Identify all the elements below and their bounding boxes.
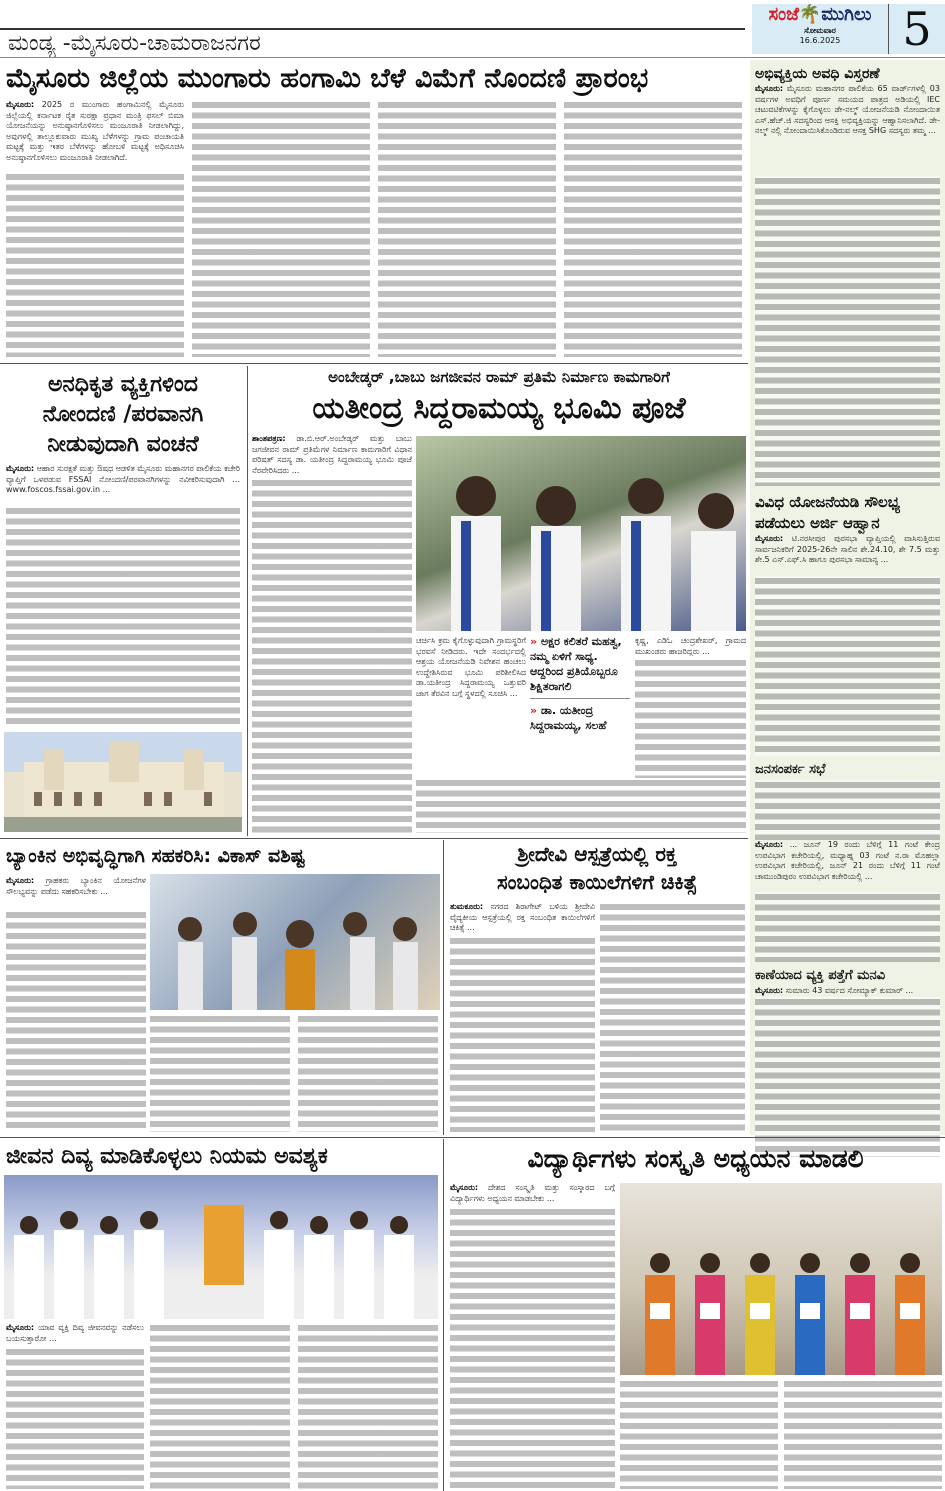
group-photo bbox=[4, 1175, 438, 1319]
hospital-story bbox=[446, 840, 748, 1135]
hospital-headline bbox=[446, 840, 748, 896]
divider bbox=[530, 698, 630, 699]
palace-illustration bbox=[4, 732, 242, 832]
dateline: ಮೈಸೂರು: bbox=[755, 840, 784, 849]
article-text bbox=[252, 478, 412, 833]
bank-story bbox=[0, 840, 442, 1135]
dateline: ಮೈಸೂರು: bbox=[755, 986, 784, 995]
story-headline: ಯತೀಂದ್ರ ಸಿದ್ದರಾಮಯ್ಯ ಭೂಮಿ ಪೂಜೆ bbox=[312, 391, 686, 426]
article-text bbox=[755, 176, 940, 486]
story-kicker: ಅಂಬೇಡ್ಕರ್ ,ಬಾಬು ಜಗಜೀವನ ರಾಮ್ ಪ್ರತಿಮೆ ನಿರ್ಮಾಣ ಕಾಮಗಾರಿಗೆ bbox=[328, 368, 670, 386]
section-label: ಮಂಡ್ಯ -ಮೈಸೂರು-ಚಾಮರಾಜನಗರ bbox=[8, 31, 261, 56]
bank-event-photo bbox=[150, 874, 440, 1010]
dateline: ಶಾಂತಪತ್ರಣ: bbox=[252, 434, 286, 443]
lead-text: ಟಿ.ನರಸೀಪುರ ಪುರಸಭಾ ವ್ಯಾಪ್ತಿಯಲ್ಲಿ ವಾಸಿಸುತ್ತಿರುವ ಸಾರ್ವಜನಿಕರಿಗೆ 2025-26ನೇ ಸಾಲಿನ ಶೇ.24.10, ಶೇ 7.5 ಮತ್ತು ಶೇ.5 ಎಸ್.ಎಫ್.ಸಿ ಹಾಗೂ ಪುರಸಭಾ ಸಾಮಾನ್ಯ ... bbox=[755, 534, 940, 564]
fraud-lead bbox=[6, 464, 240, 506]
lead-text: ಆಹಾರ ಸುರಕ್ಷತೆ ಮತ್ತು ಔಷಧ ಆಡಳಿತ ಮೈಸೂರು ಮಹಾನಗರ ಪಾಲಿಕೆಯ ಕಚೇರಿ ವ್ಯಾಪ್ತಿಗೆ ಒಳಪಡುವ FSSAI ನೋಂದಣಿ/ಪರವಾನಗಿಗಳನ್ನು ನವೀಕರಿಸುವುದಾಗಿ ... www.foscos.fssai.gov.in ... bbox=[6, 464, 240, 494]
article-text bbox=[600, 902, 745, 1132]
bank-headline: ಬ್ಯಾಂಕಿನ ಅಭಿವೃದ್ಧಿಗಾಗಿ ಸಹಕರಿಸಿ: ವಿಕಾಸ್ ವಶಿಷ್ಟ bbox=[6, 845, 305, 867]
dateline: ಮೈಸೂರು: bbox=[450, 1183, 479, 1192]
story-column-3: ಕೃಷ್ಣ, ಎಡಿಓ ಚಂದ್ರಶೇಖರ್, ಗ್ರಾಮದ ಮುಖಂಡರು ಹಾಜರಿದ್ದರು ... bbox=[635, 636, 746, 656]
top-story-headline: ಮೈಸೂರು ಜಿಲ್ಲೆಯ ಮುಂಗಾರು ಹಂಗಾಮಿ ಬೆಳೆ ವಿಮೆಗೆ ನೊಂದಣಿ ಪ್ರಾರಂಭ bbox=[6, 63, 649, 94]
day-label: ಸೋಮವಾರ bbox=[804, 26, 836, 35]
story-column-2: ಚರ್ಚಿಸಿ ಕ್ರಮ ಕೈಗೊಳ್ಳುವುದಾಗಿ ಗ್ರಾಮಸ್ಥರಿಗೆ ಭರವಸೆ ನೀಡಿದರು. ಇದೇ ಸಂದರ್ಭದಲ್ಲಿ ಆಶ್ರಯ ಯೋಜನೆಯಡಿ ನಿವೇಶನ ಹಂಚಲು ಉದ್ದೇಶಿಸಿರುವ ಭೂಮಿ ಪರಿಶೀಲಿಸಿದ ಡಾ.ಯತೀಂದ್ರ ಸಿದ್ದರಾಮಯ್ಯ ಒತ್ತುವರಿ ಜಾಗ ತೆರವಿನ ಬಗ್ಗೆ ಸ್ಥಳದಲ್ಲಿ ಸೂಚಿಸಿ ... bbox=[416, 636, 526, 698]
divider bbox=[0, 363, 748, 364]
quote-text: ಡಾ. ಯತೀಂದ್ರ ಸಿದ್ದರಾಮಯ್ಯ, ಸಲಹೆ bbox=[530, 704, 607, 732]
sidebar-headline: ವಿವಿಧ ಯೋಜನೆಯಡಿ ಸೌಲಭ್ಯ ಪಡೆಯಲು ಅರ್ಜಿ ಆಹ್ವಾನ bbox=[755, 493, 901, 532]
lead-text: ದೇಶದ ಸಂಸ್ಕೃತಿ ಮತ್ತು ಸಂಸ್ಕಾರದ ಬಗ್ಗೆ ವಿದ್ಯಾರ್ಥಿಗಳು ಅಧ್ಯಯನ ಮಾಡಬೇಕು ... bbox=[450, 1183, 615, 1203]
article-text bbox=[784, 1379, 942, 1489]
headline-line: ಶ್ರೀದೇವಿ ಆಸ್ಪತ್ರೆಯಲ್ಲಿ ರಕ್ತ bbox=[517, 842, 677, 866]
fraud-headline bbox=[0, 366, 246, 460]
divider bbox=[247, 366, 248, 836]
sidebar-headline: ಕಾಣೆಯಾದ ವ್ಯಕ್ತಿ ಪತ್ತೆಗೆ ಮನವಿ bbox=[755, 968, 886, 983]
divine-life-lead bbox=[6, 1323, 144, 1345]
lead-text: ಸುಮಾರು 43 ವರ್ಷದ ಸೋಮ್ಯಾಕ್ ಕುಮಾರ್ ... bbox=[785, 986, 914, 995]
bhoomi-pooja-story bbox=[250, 366, 748, 836]
lead-text: ... ಜೂನ್ 19 ರಂದು ಬೆಳಿಗ್ಗೆ 11 ಗಂಟೆ ಕೇಂದ್ರ ಉಪವಿಭಾಗ ಕಚೇರಿಯಲ್ಲಿ, ಮಧ್ಯಾಹ್ನ 03 ಗಂಟೆ ನ.ರಾ ಮೊಹಲ್ಲಾ ಉಪವಿಭಾಗ ಕಚೇರಿಯಲ್ಲಿ, ಜೂನ್ 21 ರಂದು ಬೆಳಿಗ್ಗೆ 11 ಗಂಟೆ ಚಾಮುಂಡಿಪುರಂ ಉಪವಿಭಾಗ ಕಚೇರಿಯಲ್ಲಿ ... bbox=[755, 840, 940, 881]
headline-line: ನೀಡುವುದಾಗಿ ವಂಚನೆ bbox=[47, 432, 199, 457]
article-text bbox=[6, 1347, 144, 1489]
dateline: ಮೈಸೂರು: bbox=[755, 534, 784, 543]
hospital-lead bbox=[450, 902, 595, 934]
dateline: ಮೈಸೂರು: bbox=[6, 464, 35, 473]
event-photo bbox=[416, 436, 746, 631]
page-number: 5 bbox=[888, 4, 945, 54]
headline-line: ಸಂಬಂಧಿತ ಕಾಯಿಲೆಗಳಿಗೆ ಚಿಕಿತ್ಸೆ bbox=[496, 870, 698, 894]
quote-arrow-icon: » bbox=[530, 635, 541, 648]
sidebar-headline: ಅಭಿವ್ಯಕ್ತಿಯ ಅವಧಿ ವಿಸ್ತರಣೆ bbox=[755, 66, 880, 82]
article-text bbox=[416, 778, 746, 833]
article-text bbox=[635, 658, 746, 778]
article-text bbox=[6, 172, 184, 357]
bank-lead bbox=[6, 876, 146, 908]
dateline: ಮೈಸೂರು: bbox=[6, 1323, 35, 1332]
divider bbox=[0, 838, 748, 839]
people-illustration bbox=[620, 1183, 942, 1375]
lead-text: ನಗರದ ಶಿರಾಗೇಟ್ ಬಳಿಯ ಶ್ರೀದೇವಿ ವೈದ್ಯಕೀಯ ಆಸ್ಪತ್ರೆಯಲ್ಲಿ ರಕ್ತ ಸಂಬಂಧಿತ ಕಾಯಿಲೆಗಳಿಗೆ ಚಿಕಿತ್ಸೆ ... bbox=[450, 902, 595, 932]
sidebar-lead bbox=[755, 840, 940, 892]
dateline: ಮೈಸೂರು: bbox=[755, 84, 784, 93]
article-text bbox=[6, 910, 146, 1132]
article-text bbox=[755, 780, 940, 840]
article-text bbox=[450, 1207, 615, 1489]
lead-text: 2025 ರ ಮುಂಗಾರು ಹಂಗಾಮಿನಲ್ಲಿ ಮೈಸೂರು ಜಿಲ್ಲೆಯಲ್ಲಿ ಕರ್ನಾಟಕ ರೈತ ಸುರಕ್ಷಾ ಪ್ರಧಾನ ಮಂತ್ರಿ ಫಸಲ್ ಬಿಮಾ ಯೋಜನೆಯನ್ನು ಅನುಷ್ಠಾನಗೊಳಿಸಲು ಮಂಜೂರಾತಿ ನೀಡಲಾಗಿದ್ದು, ಅವುಗಳಲ್ಲಿ ತಾಲ್ಲೂಕುವಾರು ಮುಖ್ಯ ಬೆಳೆಗಳನ್ನು ಗ್ರಾಮ ಪಂಚಾಯತಿ ಮಟ್ಟಕ್ಕೆ ಮತ್ತು ಇತರ ಬೆಳೆಗಳನ್ನು ಹೋಬಳಿ ಮಟ್ಟಕ್ಕೆ ಅಧಿಸೂಚಿಸಿ ಅನುಷ್ಠಾನಗೊಳಿಸಲು ಮಂಜೂರಾತಿ ನೀಡಲಾಗಿದೆ. bbox=[6, 100, 184, 162]
divider bbox=[443, 1139, 444, 1491]
lead-text: ಗ್ರಾಹಕರು ಬ್ಯಾಂಕಿನ ಯೋಜನೆಗಳ ಸೌಲಭ್ಯವನ್ನು ಪಡೆದು ಸಹಕರಿಸಬೇಕು ... bbox=[6, 876, 146, 896]
dateline: ತುಮಕೂರು: bbox=[450, 902, 484, 911]
brand-part-2: ಮುಗಿಲು bbox=[821, 4, 872, 25]
quote-arrow-icon: » bbox=[530, 704, 541, 717]
people-illustration bbox=[416, 436, 746, 631]
article-text bbox=[298, 1014, 438, 1132]
sidebar-lead bbox=[755, 986, 940, 997]
article-text bbox=[298, 1323, 438, 1489]
building-photo bbox=[4, 732, 242, 832]
sidebar-headline: ಜನಸಂಪರ್ಕ ಸಭೆ bbox=[755, 762, 826, 777]
sidebar-lead bbox=[755, 534, 940, 576]
lead-text: ಯಾವ ವ್ಯಕ್ತಿ ದಿವ್ಯ ಜೀವನವನ್ನು ನಡೆಸಲು ಬಯಸುತ್ತಾರೋ ... bbox=[6, 1323, 144, 1343]
fraud-story bbox=[0, 366, 246, 836]
article-text bbox=[150, 1014, 290, 1132]
article-text bbox=[192, 100, 370, 357]
dateline: ಮೈಸೂರು: bbox=[6, 100, 35, 109]
divider bbox=[0, 1137, 945, 1138]
date-label: 16.6.2025 bbox=[799, 36, 841, 45]
article-text bbox=[450, 936, 595, 1132]
culture-lead bbox=[450, 1183, 615, 1205]
article-text bbox=[755, 892, 940, 962]
article-text bbox=[150, 1323, 290, 1489]
article-text bbox=[755, 576, 940, 756]
divider bbox=[443, 840, 444, 1135]
pull-quote bbox=[530, 634, 630, 694]
lead-text: ಮೈಸೂರು ಮಹಾನಗರ ಪಾಲಿಕೆಯ 65 ವಾರ್ಡ್‌ಗಳಲ್ಲಿ 03 ವರ್ಷಗಳ ಅವಧಿಗೆ ಪೂರ್ಣ ಸಮಯದ ಪಾತ್ರದ ಅಡಿಯಲ್ಲಿ IEC ಚಟುವಟಿಕೆಗಳನ್ನು ಕೈಗೊಳ್ಳಲು ಡೇ-ನಲ್ಮ್ ಯೋಜನೆಯಡಿ ನೋಂದಾಯಿತ ಎಸ್.ಹೆಚ್.ಜಿ ಸದಸ್ಯರಿಂದ ಆಸಕ್ತಿ ಅಭಿವ್ಯಕ್ತಿಯನ್ನು ಆಹ್ವಾನಿಸಲಾಗಿದೆ. ಡೇ-ನಲ್ಮ್ ನಲ್ಲಿ ನೋಂದಾಯಿಸಿಕೊಂಡಿರುವ ಆಸಕ್ತ SHG ಸದಸ್ಯರು ತಮ್ಮ ... bbox=[755, 84, 940, 135]
quote-text: ಅಕ್ಷರ ಕಲಿತರೆ ಮಹತ್ವ, ನಮ್ಮ ಏಳಿಗೆ ಸಾಧ್ಯ. ಆದ್ದರಿಂದ ಪ್ರತಿಯೊಬ್ಬರೂ ಶಿಕ್ಷಿತರಾಗಲಿ bbox=[530, 635, 622, 693]
sidebar bbox=[750, 60, 945, 1135]
masthead bbox=[752, 4, 888, 54]
people-illustration bbox=[4, 1175, 438, 1319]
headline-line: ನೋಂದಣಿ /ಪರವಾನಗಿ bbox=[42, 402, 204, 427]
top-story-lead bbox=[6, 100, 184, 170]
divine-life-story bbox=[0, 1139, 442, 1491]
article-text bbox=[6, 506, 240, 728]
masthead-logo bbox=[752, 4, 888, 26]
divine-life-headline: ಜೀವನ ದಿವ್ಯ ಮಾಡಿಕೊಳ್ಳಲು ನಿಯಮ ಅವಶ್ಯಕ bbox=[6, 1144, 328, 1169]
people-illustration bbox=[150, 874, 440, 1010]
brand-part-1: ಸಂಜೆ bbox=[768, 4, 799, 25]
article-text bbox=[378, 100, 556, 357]
article-text bbox=[620, 1379, 778, 1489]
page-header bbox=[0, 0, 945, 58]
story-lead bbox=[252, 434, 412, 476]
divider bbox=[0, 57, 945, 58]
sidebar-lead bbox=[755, 84, 940, 176]
culture-headline: ವಿದ್ಯಾರ್ಥಿಗಳು ಸಂಸ್ಕೃತಿ ಅಧ್ಯಯನ ಮಾಡಲಿ bbox=[527, 1144, 864, 1173]
culture-story bbox=[446, 1139, 945, 1491]
dateline: ಮೈಸೂರು: bbox=[6, 876, 35, 885]
headline-line: ಅನಧಿಕೃತ ವ್ಯಕ್ತಿಗಳಿಂದ bbox=[48, 372, 198, 397]
article-text bbox=[755, 997, 940, 1157]
students-photo bbox=[620, 1183, 942, 1375]
pull-quote bbox=[530, 703, 630, 733]
top-story bbox=[0, 60, 748, 362]
palm-icon: 🌴 bbox=[798, 4, 822, 25]
lead-text: ಡಾ.ಬಿ.ಆರ್.ಅಂಬೇಡ್ಕರ್ ಮತ್ತು ಬಾಬು ಜಗಜೀವನ ರಾಮ್ ಪ್ರತಿಮೆಗಳ ನಿರ್ಮಾಣ ಕಾಮಗಾರಿಗೆ ವಿಧಾನ ಪರಿಷತ್ ಸದಸ್ಯ ಡಾ. ಯತೀಂದ್ರ ಸಿದ್ದರಾಮಯ್ಯ ಭೂಮಿ ಪೂಜೆ ನೆರವೇರಿಸಿದರು ... bbox=[252, 434, 412, 475]
article-text bbox=[564, 100, 742, 357]
